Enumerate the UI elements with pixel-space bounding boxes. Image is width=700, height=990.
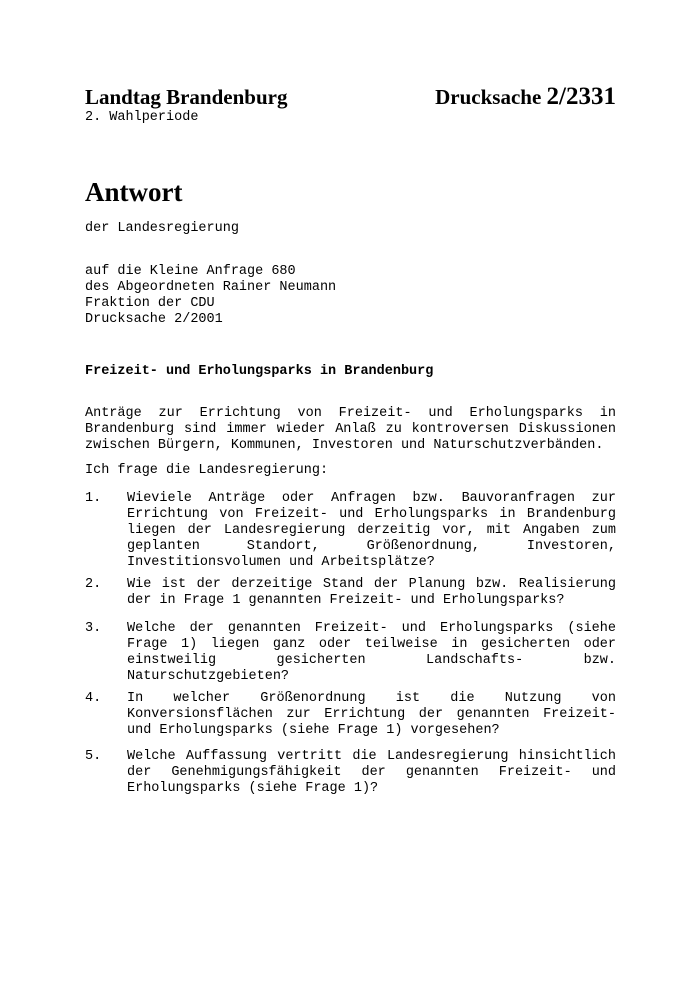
question-number: 4.: [85, 691, 102, 706]
reference-line: Fraktion der CDU: [85, 296, 215, 311]
document-title: Antwort: [85, 177, 183, 207]
intro-paragraph: Anträge zur Errichtung von Freizeit- und Erholungsparks in Brandenburg sind immer wieder Anlaß zu kontroversen Diskussionen zwischen Bürgern, Kommunen, Investoren und Naturschutzverbänden.: [85, 406, 616, 453]
reference-line: auf die Kleine Anfrage 680: [85, 264, 296, 279]
subject-heading: Freizeit- und Erholungsparks in Brandenburg: [85, 364, 434, 379]
institution-name: Landtag Brandenburg: [85, 85, 288, 109]
question-text: In welcher Größenordnung ist die Nutzung von Konversionsflächen zur Errichtung der genannten Freizeit- und Erholungsparks (siehe Frage 1) vorgesehen?: [127, 691, 616, 738]
question-text: Welche der genannten Freizeit- und Erholungsparks (siehe Frage 1) liegen ganz oder teilweise in gesicherten oder einstweilig gesicherten Landschafts- bzw. Naturschutzgebieten?: [127, 621, 616, 684]
question-number: 5.: [85, 749, 102, 764]
question-text: Wieviele Anträge oder Anfragen bzw. Bauvoranfragen zur Errichtung von Freizeit- und Erholungsparks in Brandenburg liegen der Landesregierung derzeitig vor, mit Angaben zum geplanten Standort, Größenordnung, Investoren, Investitionsvolumen und Arbeitsplätze?: [127, 491, 616, 570]
wahlperiode: 2. Wahlperiode: [85, 110, 199, 125]
document-header: [85, 84, 616, 110]
reference-line: Drucksache 2/2001: [85, 312, 223, 327]
inquiry-reference: [85, 264, 336, 328]
question-text: Wie ist der derzeitige Stand der Planung bzw. Realisierung der in Frage 1 genannten Freizeit- und Erholungsparks?: [127, 577, 616, 608]
question-text: Welche Auffassung vertritt die Landesregierung hinsichtlich der Genehmigungsfähigkeit der genannten Freizeit- und Erholungsparks (siehe Frage 1)?: [127, 749, 616, 796]
question-intro: Ich frage die Landesregierung:: [85, 463, 329, 478]
drucksache-heading: [435, 84, 616, 110]
drucksache-number: 2/2331: [546, 83, 616, 110]
question-number: 1.: [85, 491, 102, 506]
respondent: der Landesregierung: [85, 221, 239, 236]
question-number: 2.: [85, 577, 102, 592]
question-number: 3.: [85, 621, 102, 636]
drucksache-label: Drucksache: [435, 85, 547, 109]
reference-line: des Abgeordneten Rainer Neumann: [85, 280, 337, 295]
